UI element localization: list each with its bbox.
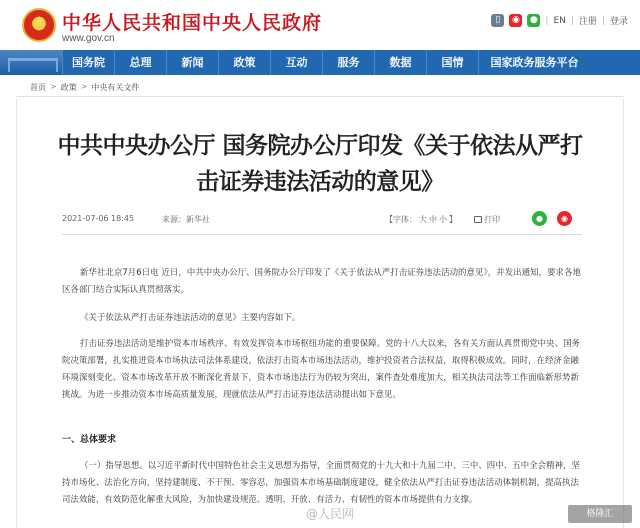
nav-item-policy[interactable]: 政策 [218, 50, 270, 75]
article-title: 中共中央办公厅 国务院办公厅印发《关于依法从严打击证券违法活动的意见》 [57, 133, 583, 195]
mobile-icon[interactable]: ▯ [491, 14, 504, 27]
login-link[interactable]: 登录 [609, 17, 628, 27]
national-emblem-logo[interactable] [22, 8, 56, 42]
people-daily-watermark: @人民网 [306, 507, 355, 521]
font-medium-button[interactable]: 中 [429, 215, 437, 224]
breadcrumb-central-documents[interactable]: 中央有关文件 [91, 83, 140, 92]
nav-item-national-info[interactable]: 国情 [426, 50, 478, 75]
paragraph-summary: 《关于依法从严打击证券违法活动的意见》主要内容如下。 [80, 312, 301, 322]
site-url: www.gov.cn [62, 33, 115, 44]
print-button[interactable]: 打印 [474, 214, 500, 225]
nav-item-gov-service-platform[interactable]: 国家政务服务平台 [478, 50, 590, 75]
breadcrumb-divider [16, 96, 624, 97]
breadcrumb: 首页 > 政策 > 中央有关文件 [30, 82, 140, 92]
breadcrumb-home[interactable]: 首页 [30, 83, 46, 92]
main-nav [0, 50, 640, 75]
nav-item-interaction[interactable]: 互动 [270, 50, 322, 75]
nav-item-data[interactable]: 数据 [374, 50, 426, 75]
paragraph-guiding-ideology: （一）指导思想。以习近平新时代中国特色社会主义思想为指导，全面贯彻党的十九大和十九届二中、三中、四中、五中全会精神，坚持市场化、法治化方向，坚持建制度、不干预、零容忍，加强资本市场基础制度建设，健全依法从严打击证券违法活动体制机制，提高执法司法效能，有效防范化解重大风险，为加快建设规范、透明、开放、有活力、有韧性的资本市场提供有力支撑。 [62, 460, 581, 504]
breadcrumb-policy[interactable]: 政策 [60, 83, 77, 92]
site-header [0, 0, 640, 50]
publish-date: 2021-07-06 18:45 [62, 214, 135, 223]
top-links: ▯ ◉ ● | EN | 注册 | 登录 [491, 14, 628, 27]
article-meta [62, 211, 582, 227]
wechat-icon[interactable]: ● [527, 14, 540, 27]
font-small-button[interactable]: 小 [439, 215, 447, 224]
font-large-button[interactable]: 大 [419, 215, 427, 224]
gelonghui-watermark: 格隆汇 [568, 505, 632, 523]
nav-item-services[interactable]: 服务 [322, 50, 374, 75]
meta-divider [62, 234, 582, 235]
share-wechat-icon[interactable]: ● [532, 211, 547, 226]
share-weibo-icon[interactable]: ◉ [557, 211, 572, 226]
font-size-switcher: 【字体： 大 中 小 】 [385, 215, 457, 224]
english-link[interactable]: EN [553, 15, 566, 26]
nav-item-news[interactable]: 新闻 [166, 50, 218, 75]
nav-item-premier[interactable]: 总理 [114, 50, 166, 75]
site-title[interactable]: 中华人民共和国中央人民政府 [62, 12, 323, 34]
weibo-icon[interactable]: ◉ [509, 14, 522, 27]
nav-item-state-council[interactable]: 国务院 [62, 50, 114, 75]
paragraph-intro: 新华社北京7月6日电 近日，中共中央办公厅、国务院办公厅印发了《关于依法从严打击证券违法活动的意见》，并发出通知，要求各地区各部门结合实际认真贯彻落实。 [62, 267, 581, 294]
article-source: 来源：新华社 [162, 215, 210, 224]
paragraph-background: 打击证券违法活动是维护资本市场秩序、有效发挥资本市场枢纽功能的重要保障。党的十八大以来，各有关方面认真贯彻党中央、国务院决策部署，扎实推进资本市场执法司法体系建设，依法打击资本市场违法活动，维护投资者合法权益，取得积极成效。同时，在经济金融环境深刻变化、资本市场改革开放不断深化背景下，资本市场违法行为仍较为突出，案件查处难度加大，相关执法司法等工作面临新形势新挑战。为进一步推动资本市场高质量发展，现就依法从严打击证券违法活动提出如下意见。 [62, 338, 581, 399]
register-link[interactable]: 注册 [578, 17, 597, 27]
tiananmen-banner-icon [0, 50, 62, 75]
printer-icon [474, 216, 482, 223]
section-heading: 一、总体要求 [62, 435, 117, 445]
